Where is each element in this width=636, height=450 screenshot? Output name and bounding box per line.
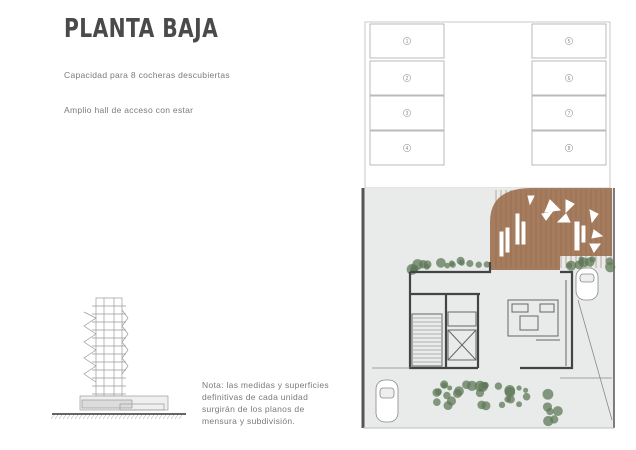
note-line: surgirán de los planos de	[202, 404, 305, 414]
parking-slot-number: 4	[405, 145, 409, 152]
parking-slot-number: 3	[405, 110, 409, 117]
parking-slot-number: 5	[567, 38, 571, 45]
parking-slot-number: 1	[405, 38, 409, 45]
note-line: definitivas de cada unidad	[202, 392, 309, 402]
parking-slot-number: 8	[567, 145, 571, 152]
note-line: Nota: las medidas y superficies	[202, 380, 329, 390]
hall-description-text: Amplio hall de acceso con estar	[64, 105, 194, 115]
note-line: mensura y subdivisión.	[202, 416, 296, 426]
parking-slot-number: 2	[405, 75, 409, 82]
parking-capacity-text: Capacidad para 8 cocheras descubiertas	[64, 70, 230, 80]
page-title: PLANTA BAJA	[64, 14, 219, 44]
parking-slot-number: 6	[567, 75, 571, 82]
parking-slot-number: 7	[567, 110, 571, 117]
